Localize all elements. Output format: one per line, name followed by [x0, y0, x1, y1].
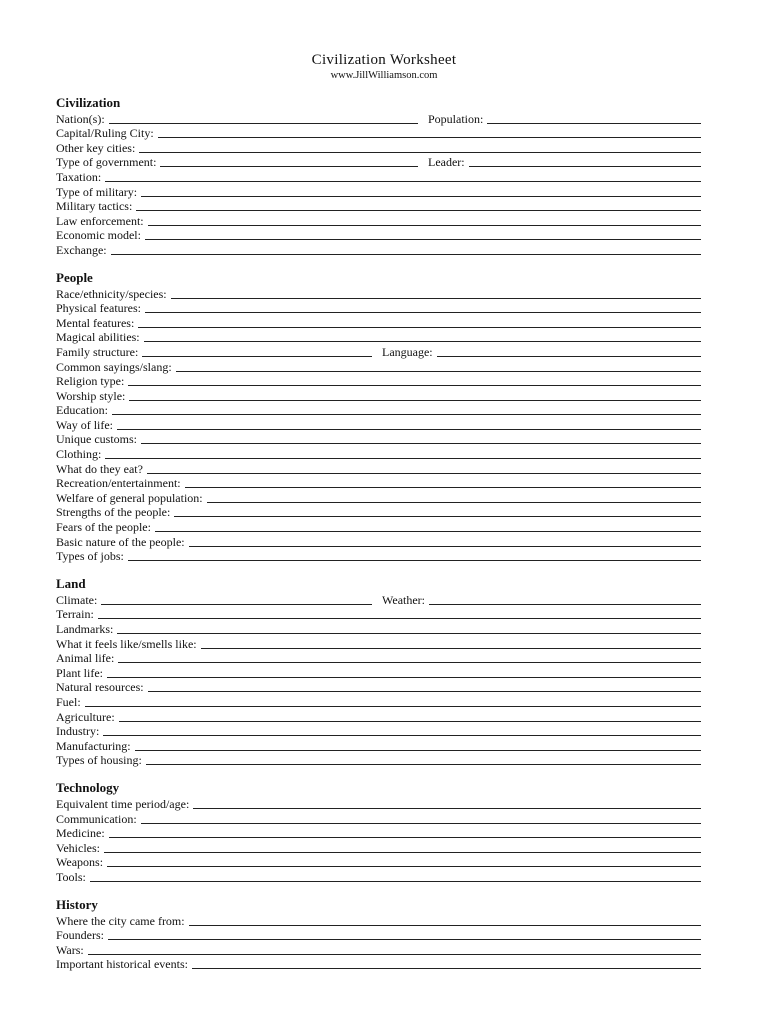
field-label-way-of-life: Way of life: — [56, 417, 114, 432]
blank-line-vehicles[interactable] — [104, 852, 701, 853]
field-climate — [56, 591, 701, 606]
field-label-strengths: Strengths of the people: — [56, 505, 171, 520]
field-weapons — [56, 854, 701, 869]
field-label-physical: Physical features: — [56, 301, 141, 316]
blank-line-weather[interactable] — [429, 604, 701, 605]
field-label-recreation: Recreation/entertainment: — [56, 476, 181, 491]
field-label-nature: Basic nature of the people: — [56, 534, 185, 549]
blank-line-education[interactable] — [112, 414, 701, 415]
field-label-founders: Founders: — [56, 928, 104, 943]
field-label-other-cities: Other key cities: — [56, 140, 136, 155]
field-founders — [56, 927, 701, 942]
field-landmarks — [56, 620, 701, 635]
field-label-events: Important historical events: — [56, 957, 188, 972]
field-jobs — [56, 548, 701, 563]
field-tactics — [56, 198, 701, 213]
field-label-industry: Industry: — [56, 724, 100, 739]
blank-line-resources[interactable] — [148, 691, 701, 692]
blank-line-magical[interactable] — [144, 341, 701, 342]
blank-line-climate[interactable] — [101, 604, 372, 605]
field-label-customs: Unique customs: — [56, 432, 137, 447]
blank-line-recreation[interactable] — [185, 487, 701, 488]
blank-line-jobs[interactable] — [128, 560, 701, 561]
field-nature — [56, 533, 701, 548]
blank-line-religion[interactable] — [128, 385, 701, 386]
blank-line-wars[interactable] — [88, 954, 701, 955]
blank-line-military[interactable] — [141, 196, 701, 197]
field-label-welfare: Welfare of general population: — [56, 490, 203, 505]
field-label-wars: Wars: — [56, 942, 84, 957]
blank-line-tools[interactable] — [90, 881, 701, 882]
section-people — [56, 270, 701, 562]
field-tools — [56, 868, 701, 883]
field-label-resources: Natural resources: — [56, 680, 144, 695]
field-housing — [56, 752, 701, 767]
field-way-of-life — [56, 416, 701, 431]
field-clothing — [56, 445, 701, 460]
field-label-law: Law enforcement: — [56, 213, 144, 228]
field-label-education: Education: — [56, 403, 108, 418]
blank-line-worship[interactable] — [129, 400, 701, 401]
blank-line-terrain[interactable] — [98, 618, 701, 619]
field-military — [56, 183, 701, 198]
field-mental — [56, 314, 701, 329]
blank-line-economic[interactable] — [145, 239, 701, 240]
field-label-animal: Animal life: — [56, 651, 115, 666]
blank-line-communication[interactable] — [141, 823, 701, 824]
field-label-worship: Worship style: — [56, 388, 126, 403]
field-magical — [56, 329, 701, 344]
blank-line-family[interactable] — [142, 356, 372, 357]
blank-line-time-period[interactable] — [193, 808, 701, 809]
field-label-exchange: Exchange: — [56, 242, 107, 257]
blank-line-strengths[interactable] — [174, 516, 701, 517]
field-label-communication: Communication: — [56, 811, 137, 826]
section-title-technology: Technology — [56, 780, 120, 796]
field-label-mental: Mental features: — [56, 315, 135, 330]
field-welfare — [56, 489, 701, 504]
field-label-time-period: Equivalent time period/age: — [56, 796, 190, 811]
section-technology — [56, 780, 701, 883]
field-label-fears: Fears of the people: — [56, 520, 151, 535]
field-label-nations: Nation(s): — [56, 111, 105, 126]
field-strengths — [56, 504, 701, 519]
field-label-tools: Tools: — [56, 869, 86, 884]
field-industry — [56, 723, 701, 738]
blank-line-events[interactable] — [192, 968, 701, 969]
section-civilization — [56, 95, 701, 256]
blank-line-agriculture[interactable] — [119, 721, 701, 722]
blank-line-mental[interactable] — [138, 327, 701, 328]
field-family — [56, 343, 701, 358]
blank-line-nature[interactable] — [189, 546, 701, 547]
section-title-civilization: Civilization — [56, 95, 121, 110]
field-terrain — [56, 606, 701, 621]
blank-line-welfare[interactable] — [207, 502, 701, 503]
blank-line-law[interactable] — [148, 225, 701, 226]
blank-line-manufacturing[interactable] — [135, 750, 701, 751]
field-label-leader: Leader: — [428, 155, 465, 170]
field-recreation — [56, 475, 701, 490]
blank-line-landmarks[interactable] — [117, 633, 701, 634]
blank-line-taxation[interactable] — [105, 181, 701, 182]
field-label-plant: Plant life: — [56, 665, 103, 680]
field-label-sayings: Common sayings/slang: — [56, 359, 172, 374]
blank-line-government[interactable] — [160, 166, 418, 167]
field-label-jobs: Types of jobs: — [56, 549, 124, 564]
field-label-taxation: Taxation: — [56, 169, 102, 184]
field-time-period — [56, 795, 701, 810]
field-nations — [56, 110, 701, 125]
blank-line-nations[interactable] — [109, 123, 418, 124]
field-physical — [56, 300, 701, 315]
worksheet-content — [56, 95, 701, 970]
blank-line-customs[interactable] — [141, 443, 701, 444]
field-label-landmarks: Landmarks: — [56, 622, 114, 636]
blank-line-fuel[interactable] — [85, 706, 701, 707]
field-label-weapons: Weapons: — [56, 855, 104, 870]
field-wars — [56, 941, 701, 956]
field-law — [56, 212, 701, 227]
blank-line-sayings[interactable] — [176, 371, 701, 372]
field-other-cities — [56, 139, 701, 154]
blank-line-feels[interactable] — [201, 648, 701, 649]
field-label-vehicles: Vehicles: — [56, 840, 100, 855]
blank-line-industry[interactable] — [103, 735, 701, 736]
field-resources — [56, 679, 701, 694]
blank-line-medicine[interactable] — [109, 837, 701, 838]
field-events — [56, 956, 701, 971]
field-label-capital: Capital/Ruling City: — [56, 126, 154, 141]
field-label-manufacturing: Manufacturing: — [56, 738, 131, 753]
blank-line-language[interactable] — [437, 356, 701, 357]
field-label-population: Population: — [428, 111, 484, 126]
field-label-religion: Religion type: — [56, 374, 125, 389]
field-fears — [56, 518, 701, 533]
blank-line-clothing[interactable] — [105, 458, 701, 459]
field-label-race: Race/ethnicity/species: — [56, 286, 167, 301]
field-eat — [56, 460, 701, 475]
blank-line-exchange[interactable] — [111, 254, 701, 255]
blank-line-fears[interactable] — [155, 531, 701, 532]
field-manufacturing — [56, 737, 701, 752]
field-label-weather: Weather: — [382, 592, 426, 607]
blank-line-founders[interactable] — [108, 939, 701, 940]
field-economic — [56, 227, 701, 242]
blank-line-eat[interactable] — [147, 473, 701, 474]
field-fuel — [56, 693, 701, 708]
field-education — [56, 402, 701, 417]
blank-line-other-cities[interactable] — [139, 152, 701, 153]
section-title-history: History — [56, 896, 98, 912]
section-title-land: Land — [56, 576, 86, 592]
blank-line-origin[interactable] — [189, 925, 701, 926]
section-title-people: People — [56, 269, 93, 285]
field-vehicles — [56, 839, 701, 854]
field-capital — [56, 125, 701, 140]
field-label-climate: Climate: — [56, 592, 98, 607]
blank-line-plant[interactable] — [107, 677, 701, 678]
blank-line-tactics[interactable] — [136, 210, 701, 211]
field-label-medicine: Medicine: — [56, 826, 105, 841]
field-label-terrain: Terrain: — [56, 607, 94, 622]
field-label-fuel: Fuel: — [56, 694, 81, 709]
field-label-economic: Economic model: — [56, 228, 141, 243]
field-communication — [56, 810, 701, 825]
field-sayings — [56, 358, 701, 373]
blank-line-way-of-life[interactable] — [117, 429, 701, 430]
blank-line-population[interactable] — [487, 123, 701, 124]
blank-line-weapons[interactable] — [107, 866, 701, 867]
blank-line-housing[interactable] — [146, 764, 701, 765]
field-label-housing: Types of housing: — [56, 753, 142, 768]
field-label-agriculture: Agriculture: — [56, 709, 115, 724]
page-title: Civilization Worksheet — [311, 52, 457, 68]
blank-line-capital[interactable] — [158, 137, 701, 138]
field-label-clothing: Clothing: — [56, 447, 102, 462]
field-agriculture — [56, 708, 701, 723]
field-medicine — [56, 825, 701, 840]
blank-line-physical[interactable] — [145, 312, 701, 313]
field-plant — [56, 664, 701, 679]
field-label-origin: Where the city came from: — [56, 913, 185, 928]
blank-line-leader[interactable] — [469, 166, 701, 167]
blank-line-animal[interactable] — [118, 662, 701, 663]
field-government — [56, 154, 701, 169]
field-label-magical: Magical abilities: — [56, 330, 140, 345]
field-label-tactics: Military tactics: — [56, 199, 133, 214]
field-race — [56, 285, 701, 300]
field-religion — [56, 373, 701, 388]
field-label-military: Type of military: — [56, 184, 138, 199]
field-label-feels: What it feels like/smells like: — [56, 636, 197, 651]
field-label-language: Language: — [382, 344, 433, 359]
field-customs — [56, 431, 701, 446]
blank-line-race[interactable] — [171, 298, 701, 299]
section-land — [56, 576, 701, 766]
field-exchange — [56, 241, 701, 256]
field-label-family: Family structure: — [56, 344, 139, 359]
field-taxation — [56, 168, 701, 183]
section-history — [56, 897, 701, 970]
field-worship — [56, 387, 701, 402]
field-label-government: Type of government: — [56, 155, 157, 170]
field-feels — [56, 635, 701, 650]
field-label-eat: What do they eat? — [56, 461, 143, 476]
field-origin — [56, 912, 701, 927]
field-animal — [56, 650, 701, 665]
page-subtitle: www.JillWilliamson.com — [330, 70, 438, 81]
